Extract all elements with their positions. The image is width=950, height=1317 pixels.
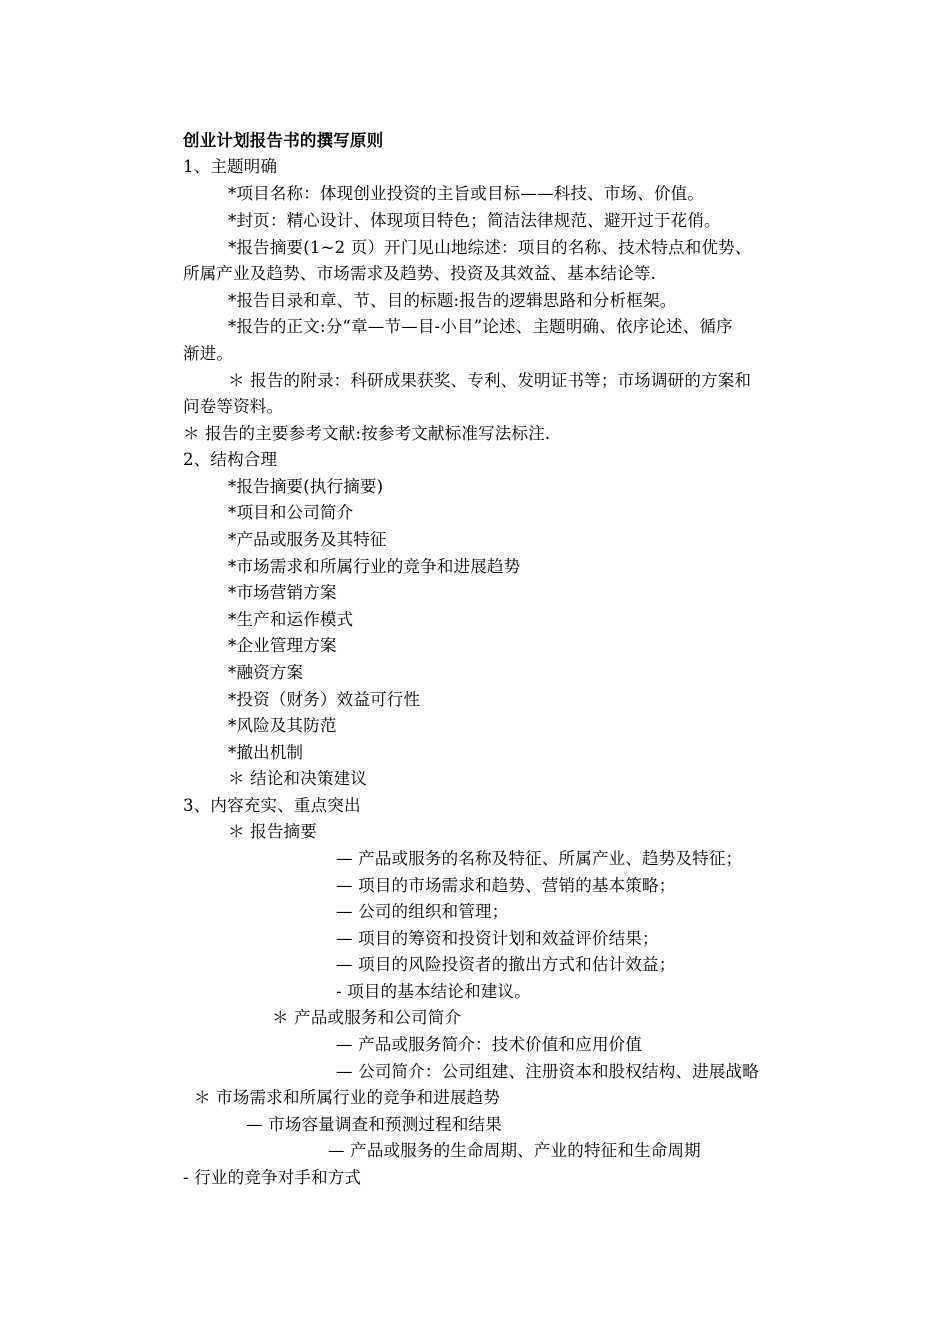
market-item: - 行业的竞争对手和方式: [183, 1168, 362, 1187]
section-2-item: *风险及其防范: [228, 716, 337, 735]
document-title: 创业计划报告书的撰写原则: [183, 131, 384, 150]
product-heading: ＊ 产品或服务和公司简介: [272, 1008, 462, 1027]
section-2-item: *企业管理方案: [228, 636, 337, 655]
market-heading: ＊ 市场需求和所属行业的竞争和进展趋势: [194, 1088, 501, 1107]
section-2-item: ＊ 结论和决策建议: [228, 769, 368, 788]
section-1-item: ＊ 报告的附录：科研成果获奖、专利、发明证书等；市场调研的方案和: [228, 371, 752, 390]
section-2-item: *撤出机制: [228, 743, 304, 762]
section-3-heading: 3、内容充实、重点突出: [183, 796, 361, 815]
summary-item: — 项目的筹资和投资计划和效益评价结果；: [336, 929, 659, 948]
section-1-item: 所属产业及趋势、市场需求及趋势、投资及其效益、基本结论等.: [183, 264, 657, 283]
section-2-item: *市场营销方案: [228, 583, 337, 602]
section-1-item: 问卷等资料。: [183, 397, 284, 416]
summary-item: — 项目的风险投资者的撤出方式和估计效益；: [336, 955, 676, 974]
section-1-item: *报告的正文:分“章—节—目-小目”论述、主题明确、依序论述、循序: [228, 317, 733, 336]
section-2-item: *市场需求和所属行业的竞争和进展趋势: [228, 557, 521, 576]
section-2-item: *投资（财务）效益可行性: [228, 690, 421, 709]
section-2-item: *报告摘要(执行摘要): [228, 477, 384, 496]
section-2-item: *产品或服务及其特征: [228, 530, 387, 549]
section-1-item: *项目名称：体现创业投资的主旨或目标——科技、市场、价值。: [228, 184, 705, 203]
section-2-item: *生产和运作模式: [228, 610, 354, 629]
product-item: — 公司简介：公司组建、注册资本和股权结构、进展战略: [336, 1062, 759, 1081]
summary-item: - 项目的基本结论和建议。: [336, 982, 531, 1001]
summary-item: — 项目的市场需求和趋势、营销的基本策略；: [336, 876, 676, 895]
section-1-item: *报告摘要(1~2 页）开门见山地综述：项目的名称、技术特点和优势、: [228, 238, 752, 257]
section-1-item: *封页：精心设计、体现项目特色；简洁法律规范、避开过于花俏。: [228, 211, 721, 230]
section-2-heading: 2、结构合理: [183, 450, 278, 469]
section-1-item: 渐进。: [183, 344, 234, 363]
product-item: — 产品或服务简介：技术价值和应用价值: [336, 1035, 643, 1054]
summary-heading: ＊ 报告摘要: [228, 822, 317, 841]
section-1-item: *报告目录和章、节、目的标题:报告的逻辑思路和分析框架。: [228, 291, 677, 310]
summary-item: — 产品或服务的名称及特征、所属产业、趋势及特征；: [336, 849, 743, 868]
section-1-heading: 1、主题明确: [183, 157, 278, 176]
section-2-item: *融资方案: [228, 663, 304, 682]
section-2-item: *项目和公司简介: [228, 503, 354, 522]
market-item: — 市场容量调查和预测过程和结果: [246, 1115, 502, 1134]
summary-item: — 公司的组织和管理；: [336, 902, 509, 921]
market-item: — 产品或服务的生命周期、产业的特征和生命周期: [328, 1141, 701, 1160]
section-1-item: ＊ 报告的主要参考文献:按参考文献标准写法标注.: [183, 424, 551, 443]
